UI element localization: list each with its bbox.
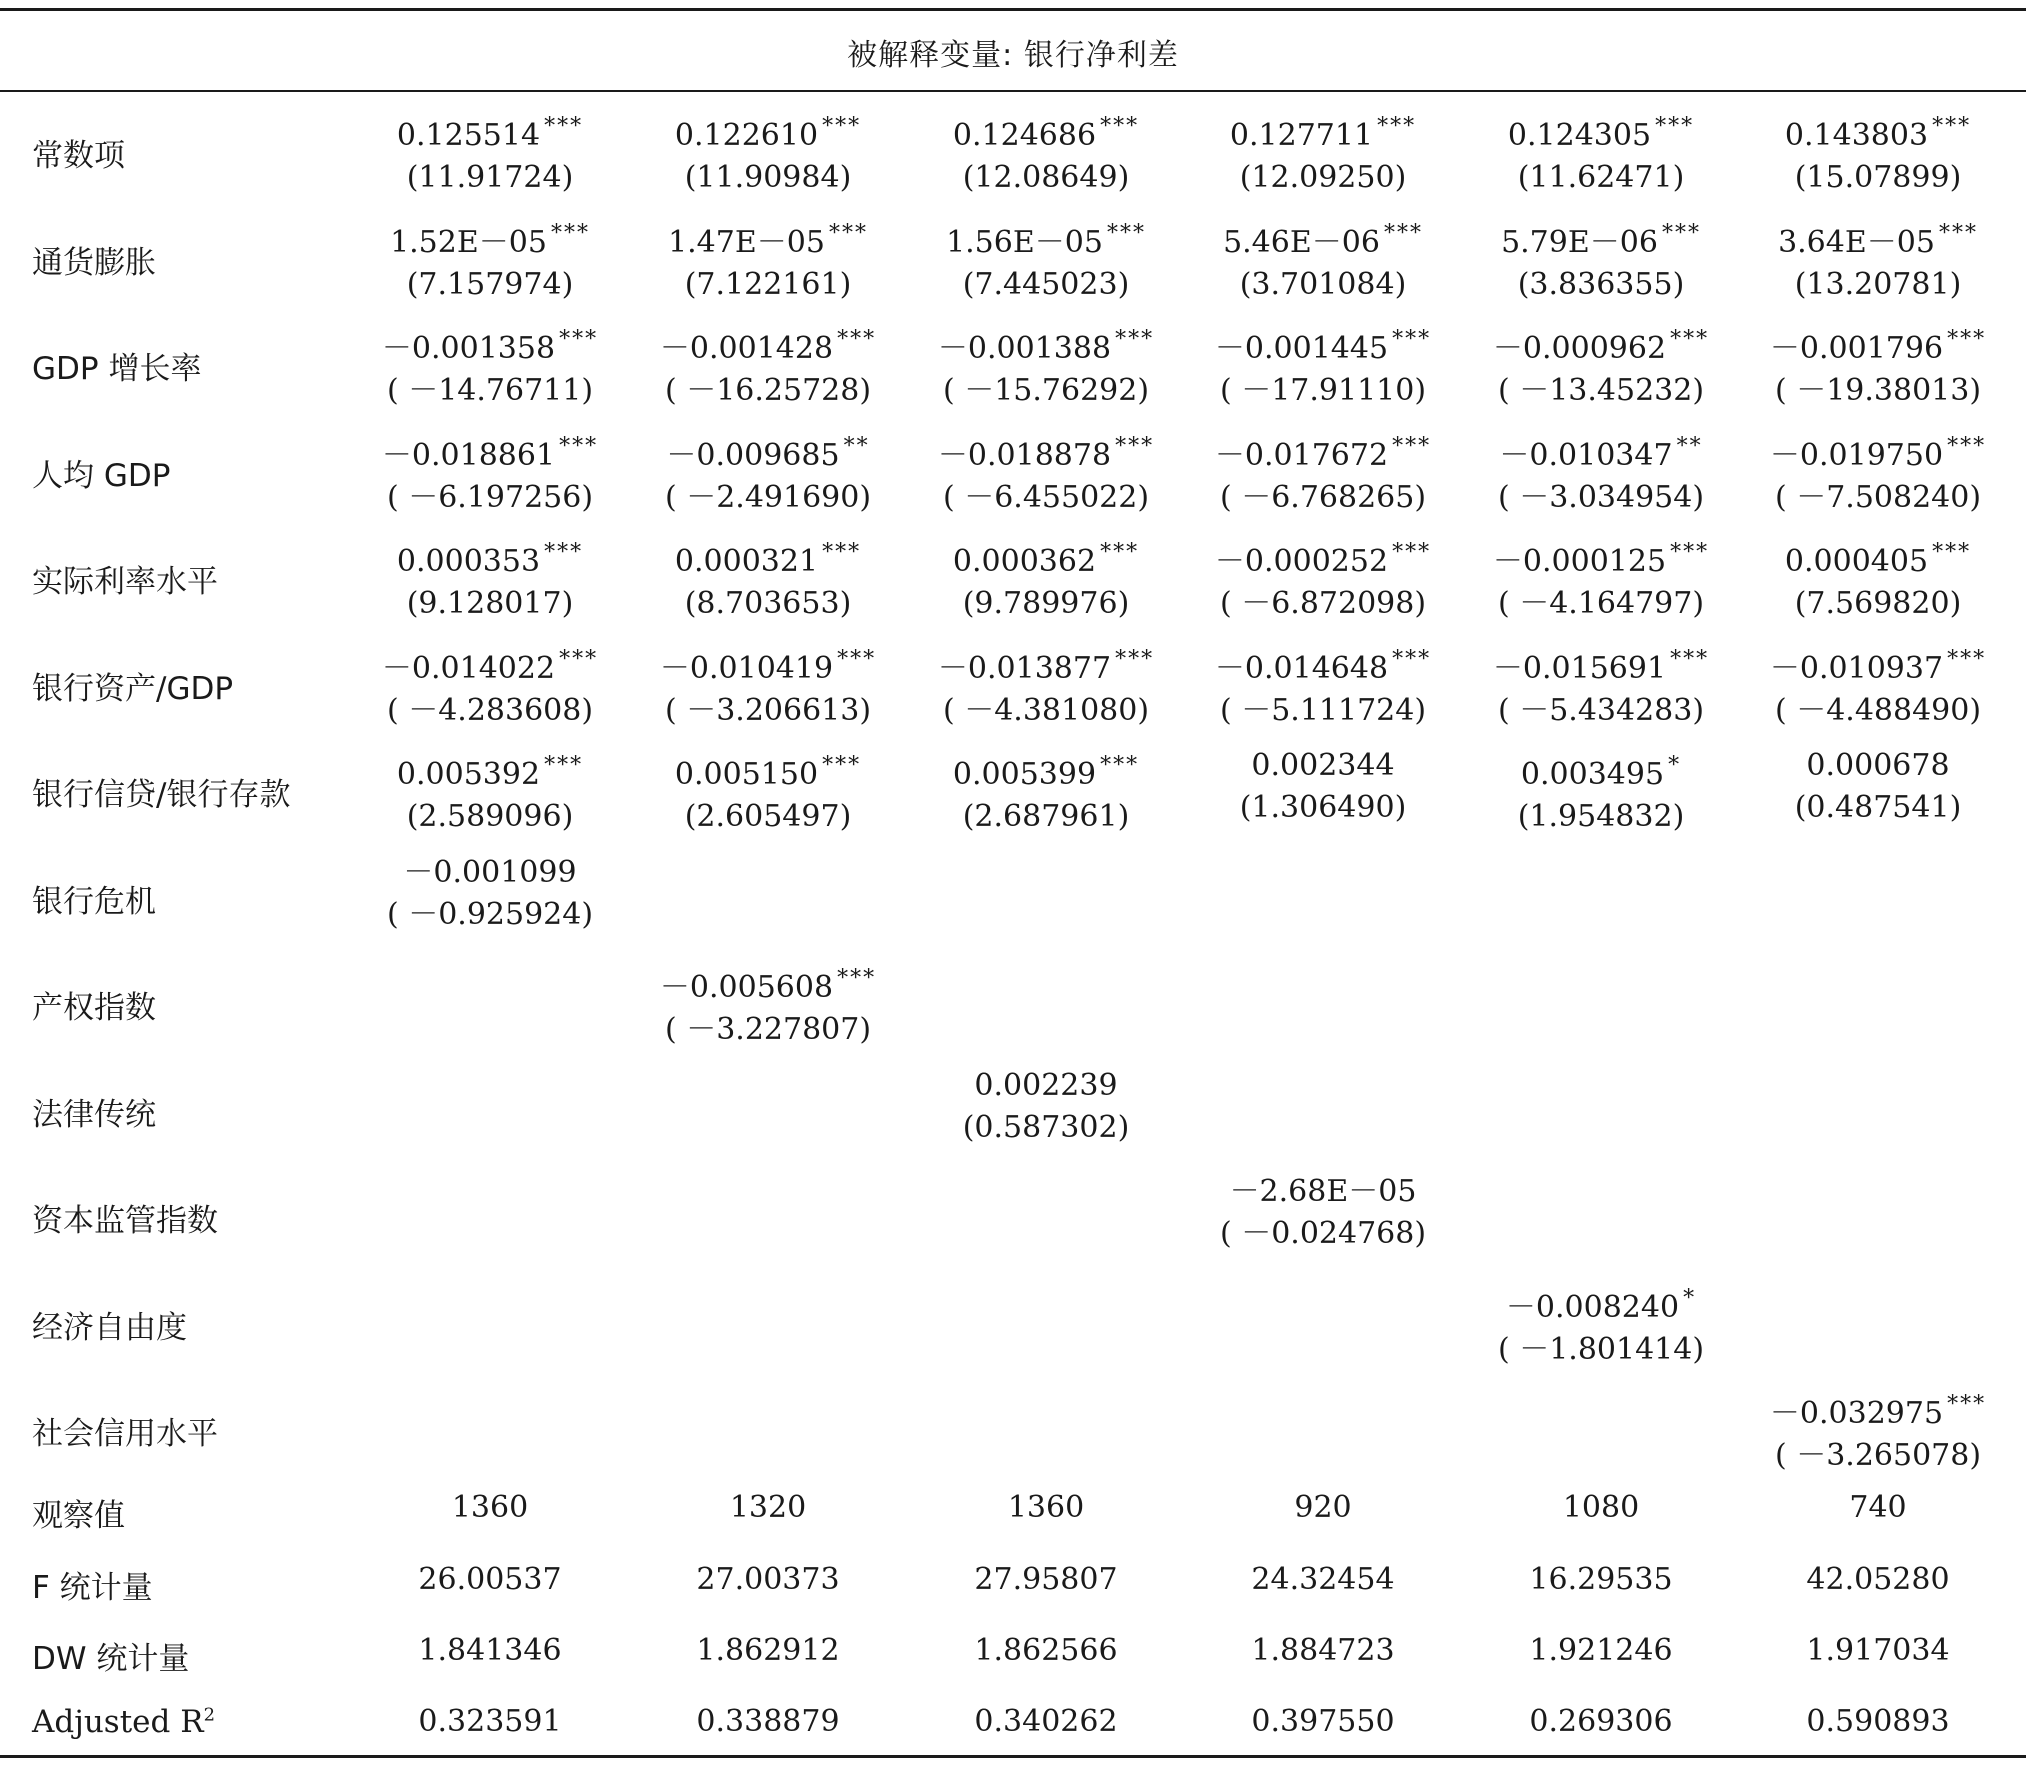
coefficient-cell bbox=[1466, 426, 1736, 519]
t-statistic: (0.487541) bbox=[1794, 790, 1962, 825]
t-statistic: ( －3.034954) bbox=[1497, 479, 1705, 515]
stat-value: 16.29535 bbox=[1529, 1562, 1673, 1597]
t-statistic: (11.91724) bbox=[406, 160, 574, 195]
coefficient-value: －0.000125 *** bbox=[1466, 532, 1736, 583]
stat-value: 1360 bbox=[451, 1490, 529, 1525]
coefficient-value: 0.000353 *** bbox=[355, 532, 625, 583]
table-title: 被解释变量: 银行净利差 bbox=[847, 38, 1179, 73]
significance-stars: *** bbox=[550, 220, 590, 246]
significance-stars: *** bbox=[837, 646, 877, 672]
significance-stars: *** bbox=[1100, 753, 1140, 778]
stat-value: 1320 bbox=[729, 1490, 807, 1525]
row-label: 经济自由度 bbox=[32, 1309, 187, 1346]
coefficient-value: －0.001796 *** bbox=[1743, 319, 2013, 370]
significance-stars: *** bbox=[1100, 540, 1140, 565]
coefficient-value: －0.001445 *** bbox=[1188, 319, 1458, 370]
t-statistic: ( －16.25728) bbox=[664, 373, 872, 408]
t-statistic: (2.589096) bbox=[406, 799, 574, 834]
coefficient-cell bbox=[633, 319, 903, 412]
significance-stars: * bbox=[1683, 1285, 1697, 1311]
t-statistic: ( －4.283608) bbox=[386, 692, 594, 728]
t-statistic: (12.08649) bbox=[962, 160, 1130, 195]
row-label: 银行资产/GDP bbox=[32, 670, 234, 707]
coefficient-value: －0.010347 ** bbox=[1466, 426, 1736, 477]
coefficient-cell bbox=[1743, 319, 2013, 412]
row-label: GDP 增长率 bbox=[32, 351, 202, 387]
significance-stars: *** bbox=[837, 327, 877, 352]
coefficient-value: 0.003495 * bbox=[1466, 745, 1736, 796]
stat-value: 27.00373 bbox=[696, 1562, 840, 1597]
t-statistic: ( －17.91110) bbox=[1219, 373, 1427, 408]
coefficient-value: －0.013877 *** bbox=[911, 639, 1181, 690]
coefficient-cell bbox=[355, 639, 625, 732]
row-label: 法律传统 bbox=[32, 1096, 156, 1133]
stat-value: 1.841346 bbox=[418, 1633, 562, 1668]
row-label: 银行信贷/银行存款 bbox=[32, 777, 291, 813]
coefficient-cell bbox=[1188, 213, 1458, 306]
significance-stars: *** bbox=[1932, 540, 1972, 565]
significance-stars: *** bbox=[1115, 646, 1155, 672]
coefficient-value: －0.010419 *** bbox=[633, 639, 903, 690]
t-statistic: (3.836355) bbox=[1517, 266, 1685, 302]
stat-value: 1.862566 bbox=[974, 1633, 1118, 1668]
row-label: 实际利率水平 bbox=[32, 564, 218, 600]
coefficient-value: －0.032975 *** bbox=[1743, 1384, 2013, 1435]
t-statistic: (9.128017) bbox=[406, 586, 574, 621]
stat-label: Adjusted $R^2$ bbox=[32, 1704, 216, 1740]
t-statistic: ( －14.76711) bbox=[386, 373, 594, 408]
coefficient-value: －0.014022 *** bbox=[355, 639, 625, 690]
stat-label: F 统计量 bbox=[32, 1570, 153, 1606]
stat-value: 920 bbox=[1294, 1490, 1352, 1525]
significance-stars: ** bbox=[843, 433, 870, 459]
t-statistic: ( －13.45232) bbox=[1497, 373, 1705, 408]
significance-stars: *** bbox=[1115, 327, 1155, 352]
significance-stars: *** bbox=[544, 540, 584, 565]
row-label: 通货膨胀 bbox=[32, 244, 156, 281]
coefficient-value: －0.001358 *** bbox=[355, 319, 625, 370]
coefficient-value: 1.52E－05 *** bbox=[355, 213, 625, 264]
coefficient-value: －0.010937 *** bbox=[1743, 639, 2013, 690]
stat-value: 1.884723 bbox=[1251, 1633, 1395, 1668]
coefficient-value: 3.64E－05 *** bbox=[1743, 213, 2013, 264]
coefficient-value: －0.001388 *** bbox=[911, 319, 1181, 370]
coefficient-value: 0.124305 *** bbox=[1466, 106, 1736, 157]
row-label: 资本监管指数 bbox=[32, 1203, 218, 1239]
t-statistic: ( －1.801414) bbox=[1497, 1331, 1705, 1367]
coefficient-value: －0.000962 *** bbox=[1466, 319, 1736, 370]
significance-stars: *** bbox=[1661, 220, 1701, 246]
row-label: 银行危机 bbox=[32, 883, 156, 920]
coefficient-cell bbox=[911, 532, 1181, 625]
t-statistic: (11.62471) bbox=[1517, 160, 1685, 195]
stat-value: 0.340262 bbox=[974, 1704, 1118, 1739]
coefficient-cell bbox=[633, 532, 903, 625]
t-statistic: ( －3.206613) bbox=[664, 692, 872, 728]
t-statistic: (1.306490) bbox=[1239, 790, 1407, 825]
row-label: 社会信用水平 bbox=[32, 1416, 218, 1452]
t-statistic: (13.20781) bbox=[1794, 266, 1962, 302]
significance-stars: *** bbox=[1392, 540, 1432, 565]
t-statistic: ( －19.38013) bbox=[1774, 373, 1982, 408]
significance-stars: *** bbox=[559, 646, 599, 672]
coefficient-value: －0.005608 *** bbox=[633, 958, 903, 1009]
t-statistic: ( －15.76292) bbox=[942, 373, 1150, 408]
coefficient-value: 0.005399 *** bbox=[911, 745, 1181, 796]
stat-value: 740 bbox=[1849, 1490, 1907, 1525]
coefficient-value: 0.002239 bbox=[974, 1067, 1118, 1103]
coefficient-value: 0.127711 *** bbox=[1188, 106, 1458, 157]
t-statistic: ( －2.491690) bbox=[664, 479, 872, 515]
t-statistic: ( －0.024768) bbox=[1219, 1216, 1427, 1251]
coefficient-cell bbox=[1188, 106, 1458, 199]
significance-stars: *** bbox=[1670, 327, 1710, 352]
t-statistic: (11.90984) bbox=[684, 160, 852, 195]
stat-value: 1.862912 bbox=[696, 1633, 840, 1668]
coefficient-cell bbox=[1743, 1384, 2013, 1477]
coefficient-cell bbox=[1188, 745, 1458, 829]
coefficient-cell bbox=[355, 426, 625, 519]
t-statistic: (7.445023) bbox=[962, 266, 1130, 302]
coefficient-value: 1.56E－05 *** bbox=[911, 213, 1181, 264]
significance-stars: *** bbox=[822, 753, 862, 778]
row-label: 产权指数 bbox=[32, 990, 156, 1026]
significance-stars: *** bbox=[544, 114, 584, 139]
coefficient-cell bbox=[355, 745, 625, 838]
t-statistic: ( －4.164797) bbox=[1497, 586, 1705, 621]
t-statistic: ( －5.111724) bbox=[1219, 692, 1427, 728]
coefficient-value: 0.124686 *** bbox=[911, 106, 1181, 157]
coefficient-cell bbox=[1466, 532, 1736, 625]
t-statistic: (7.122161) bbox=[684, 266, 852, 302]
coefficient-cell bbox=[633, 639, 903, 732]
coefficient-value: 0.000362 *** bbox=[911, 532, 1181, 583]
stat-value: 27.95807 bbox=[974, 1562, 1118, 1597]
coefficient-value: 0.000321 *** bbox=[633, 532, 903, 583]
coefficient-cell bbox=[1466, 213, 1736, 306]
significance-stars: *** bbox=[837, 966, 877, 991]
significance-stars: *** bbox=[1947, 327, 1987, 352]
top-rule bbox=[0, 8, 2026, 11]
coefficient-cell bbox=[633, 213, 903, 306]
coefficient-value: －0.008240 * bbox=[1466, 1278, 1736, 1329]
significance-stars: *** bbox=[1106, 220, 1146, 246]
t-statistic: ( －7.508240) bbox=[1774, 479, 1982, 515]
t-statistic: ( －4.381080) bbox=[942, 692, 1150, 728]
stat-value: 24.32454 bbox=[1251, 1562, 1395, 1597]
coefficient-cell bbox=[1466, 319, 1736, 412]
coefficient-value: －0.001099 bbox=[403, 854, 577, 890]
coefficient-cell bbox=[1466, 639, 1736, 732]
stat-value: 0.590893 bbox=[1806, 1704, 1950, 1739]
coefficient-cell bbox=[1743, 213, 2013, 306]
significance-stars: *** bbox=[1383, 220, 1423, 246]
significance-stars: *** bbox=[559, 433, 599, 459]
coefficient-value: 1.47E－05 *** bbox=[633, 213, 903, 264]
coefficient-cell bbox=[1466, 106, 1736, 199]
t-statistic: ( －4.488490) bbox=[1774, 692, 1982, 728]
coefficient-cell bbox=[633, 958, 903, 1051]
coefficient-value: 5.46E－06 *** bbox=[1188, 213, 1458, 264]
coefficient-cell bbox=[1743, 106, 2013, 199]
t-statistic: (12.09250) bbox=[1239, 160, 1407, 195]
t-statistic: (7.569820) bbox=[1794, 586, 1962, 621]
coefficient-value: －0.019750 *** bbox=[1743, 426, 2013, 477]
coefficient-value: 0.002344 bbox=[1251, 748, 1395, 783]
coefficient-value: 5.79E－06 *** bbox=[1466, 213, 1736, 264]
coefficient-cell bbox=[1188, 1171, 1458, 1255]
stat-value: 42.05280 bbox=[1806, 1562, 1950, 1597]
significance-stars: * bbox=[1668, 753, 1682, 778]
coefficient-value: 0.005150 *** bbox=[633, 745, 903, 796]
significance-stars: *** bbox=[1655, 114, 1695, 139]
t-statistic: (1.954832) bbox=[1517, 799, 1685, 834]
coefficient-value: －2.68E－05 bbox=[1229, 1174, 1417, 1209]
t-statistic: (9.789976) bbox=[962, 586, 1130, 621]
coefficient-cell bbox=[633, 106, 903, 199]
coefficient-cell bbox=[1188, 639, 1458, 732]
stat-value: 26.00537 bbox=[418, 1562, 562, 1597]
t-statistic: (3.701084) bbox=[1239, 266, 1407, 302]
coefficient-cell bbox=[355, 852, 625, 936]
coefficient-value: －0.015691 *** bbox=[1466, 639, 1736, 690]
significance-stars: *** bbox=[1392, 327, 1432, 352]
bottom-rule bbox=[0, 1755, 2026, 1758]
stat-value: 1.921246 bbox=[1529, 1633, 1673, 1668]
t-statistic: ( －3.227807) bbox=[664, 1012, 872, 1047]
significance-stars: *** bbox=[1932, 114, 1972, 139]
t-statistic: (15.07899) bbox=[1794, 160, 1962, 195]
stat-value: 1.917034 bbox=[1806, 1633, 1950, 1668]
coefficient-cell bbox=[1466, 1278, 1736, 1371]
coefficient-cell bbox=[911, 426, 1181, 519]
superscript: 2 bbox=[203, 1704, 216, 1726]
significance-stars: *** bbox=[1392, 646, 1432, 672]
significance-stars: *** bbox=[1938, 220, 1978, 246]
coefficient-cell bbox=[1188, 532, 1458, 625]
significance-stars: *** bbox=[1947, 433, 1987, 459]
coefficient-value: 0.125514 *** bbox=[355, 106, 625, 157]
significance-stars: *** bbox=[822, 114, 862, 139]
coefficient-cell bbox=[911, 1065, 1181, 1149]
coefficient-value: －0.001428 *** bbox=[633, 319, 903, 370]
coefficient-cell bbox=[1466, 745, 1736, 838]
t-statistic: ( －6.872098) bbox=[1219, 586, 1427, 621]
coefficient-value: 0.005392 *** bbox=[355, 745, 625, 796]
t-statistic: ( －6.768265) bbox=[1219, 479, 1427, 515]
coefficient-cell bbox=[1743, 745, 2013, 829]
coefficient-cell bbox=[911, 106, 1181, 199]
t-statistic: (0.587302) bbox=[962, 1109, 1130, 1145]
coefficient-cell bbox=[1188, 426, 1458, 519]
coefficient-cell bbox=[911, 213, 1181, 306]
stat-value: 1080 bbox=[1562, 1490, 1640, 1525]
t-statistic: (2.605497) bbox=[684, 799, 852, 834]
t-statistic: ( －3.265078) bbox=[1774, 1438, 1982, 1473]
significance-stars: *** bbox=[1377, 114, 1417, 139]
coefficient-cell bbox=[911, 319, 1181, 412]
coefficient-cell bbox=[633, 745, 903, 838]
significance-stars: *** bbox=[1100, 114, 1140, 139]
coefficient-cell bbox=[911, 639, 1181, 732]
t-statistic: ( －6.197256) bbox=[386, 479, 594, 515]
t-statistic: ( －6.455022) bbox=[942, 479, 1150, 515]
stat-label: 观察值 bbox=[32, 1498, 125, 1534]
significance-stars: *** bbox=[828, 220, 868, 246]
stat-value: 0.269306 bbox=[1529, 1704, 1673, 1739]
stat-value: 0.338879 bbox=[696, 1704, 840, 1739]
coefficient-value: 0.000405 *** bbox=[1743, 532, 2013, 583]
significance-stars: ** bbox=[1676, 433, 1703, 459]
coefficient-value: 0.000678 bbox=[1806, 748, 1950, 783]
significance-stars: *** bbox=[822, 540, 862, 565]
significance-stars: *** bbox=[1115, 433, 1155, 459]
stat-value: 0.397550 bbox=[1251, 1704, 1395, 1739]
coefficient-cell bbox=[1743, 426, 2013, 519]
row-label: 常数项 bbox=[32, 138, 125, 174]
coefficient-cell bbox=[633, 426, 903, 519]
t-statistic: (2.687961) bbox=[962, 799, 1130, 834]
significance-stars: *** bbox=[1392, 433, 1432, 459]
coefficient-value: －0.017672 *** bbox=[1188, 426, 1458, 477]
t-statistic: ( －5.434283) bbox=[1497, 692, 1705, 728]
coefficient-cell bbox=[355, 532, 625, 625]
coefficient-value: －0.000252 *** bbox=[1188, 532, 1458, 583]
coefficient-value: 0.122610 *** bbox=[633, 106, 903, 157]
coefficient-value: －0.018861 *** bbox=[355, 426, 625, 477]
significance-stars: *** bbox=[544, 753, 584, 778]
header-rule bbox=[0, 90, 2026, 92]
coefficient-value: －0.009685 ** bbox=[633, 426, 903, 477]
t-statistic: (8.703653) bbox=[684, 586, 852, 621]
coefficient-cell bbox=[355, 213, 625, 306]
significance-stars: *** bbox=[1947, 646, 1987, 672]
coefficient-cell bbox=[355, 106, 625, 199]
stat-value: 1360 bbox=[1007, 1490, 1085, 1525]
coefficient-cell bbox=[1743, 639, 2013, 732]
significance-stars: *** bbox=[559, 327, 599, 352]
t-statistic: (7.157974) bbox=[406, 266, 574, 302]
coefficient-cell bbox=[355, 319, 625, 412]
significance-stars: *** bbox=[1670, 646, 1710, 672]
t-statistic: ( －0.925924) bbox=[386, 896, 594, 932]
coefficient-cell bbox=[911, 745, 1181, 838]
coefficient-value: －0.014648 *** bbox=[1188, 639, 1458, 690]
coefficient-cell bbox=[1743, 532, 2013, 625]
stat-label: DW 统计量 bbox=[32, 1641, 190, 1677]
row-label: 人均 GDP bbox=[32, 457, 171, 494]
coefficient-value: 0.143803 *** bbox=[1743, 106, 2013, 157]
significance-stars: *** bbox=[1670, 540, 1710, 565]
stat-value: 0.323591 bbox=[418, 1704, 562, 1739]
coefficient-cell bbox=[1188, 319, 1458, 412]
significance-stars: *** bbox=[1947, 1392, 1987, 1417]
coefficient-value: －0.018878 *** bbox=[911, 426, 1181, 477]
